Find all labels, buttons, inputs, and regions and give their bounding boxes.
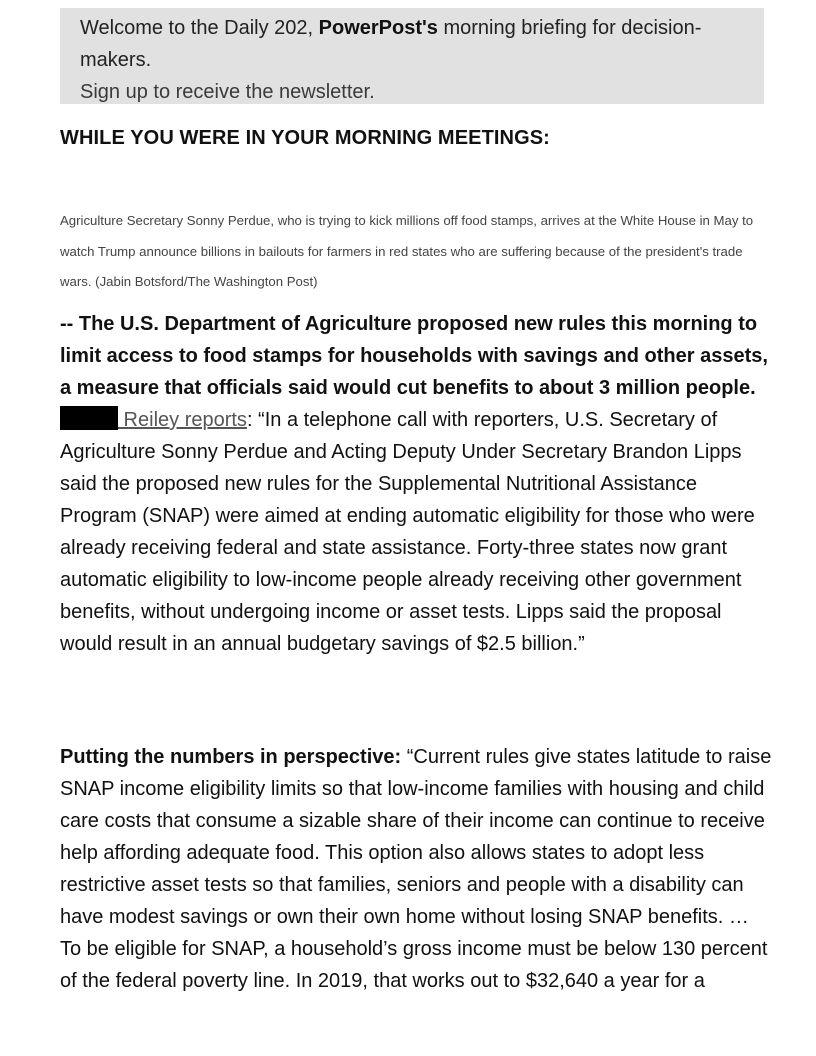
- story-paragraph: [60, 308, 772, 660]
- perspective-text: “Current rules give states latitude to raise SNAP income eligibility limits so that low-income families with housing and child care costs that consume a sizable share of their income can continue to receive help affording adequate food. This option also allows states to adopt less restrictive asset tests so that families, seniors and people with a disability can have modest savings or own their own home without losing SNAP benefits. … To be eligible for SNAP, a household’s gross income must be below 130 percent of the federal poverty line. In 2019, that works out to $32,640 a year for a: [60, 746, 772, 992]
- story-quote: : “In a telephone call with reporters, U.S. Secretary of Agriculture Sonny Perdue and Acting Deputy Under Secretary Brandon Lipps said the proposed new rules for the Supplemental Nutritional Assistance Program (SNAP) were aimed at ending automatic eligibility for those who were already receiving federal and state assistance. Forty-three states now grant automatic eligibility to low-income people already receiving other government benefits, without undergoing income or asset tests. Lipps said the proposal would result in an annual budgetary savings of $2.5 billion.”: [60, 409, 755, 655]
- reporter-link[interactable]: Reiley reports: [118, 409, 247, 431]
- photo-caption: Agriculture Secretary Sonny Perdue, who is trying to kick millions off food stamps, arrives at the White House in May to watch Trump announce billions in bailouts for farmers in red states who are suffering because of the president's trade wars. (Jabin Botsford/The Washington Post): [60, 213, 754, 289]
- redaction-block: [60, 406, 118, 430]
- signup-link[interactable]: Sign up to receive the newsletter.: [80, 81, 375, 103]
- story-lead: -- The U.S. Department of Agriculture proposed new rules this morning to limit access to food stamps for households with savings and other assets, a measure that officials said would cut benefits to about 3 million people.: [60, 313, 768, 399]
- newsletter-banner: [60, 8, 764, 104]
- brand-name: PowerPost's: [318, 17, 438, 39]
- banner-intro-suffix: morning briefing for decision-makers.: [80, 17, 702, 71]
- section-heading: WHILE YOU WERE IN YOUR MORNING MEETINGS:: [60, 127, 550, 149]
- perspective-label: Putting the numbers in perspective:: [60, 746, 402, 768]
- perspective-paragraph: [60, 741, 772, 997]
- banner-intro-prefix: Welcome to the Daily 202,: [80, 17, 319, 39]
